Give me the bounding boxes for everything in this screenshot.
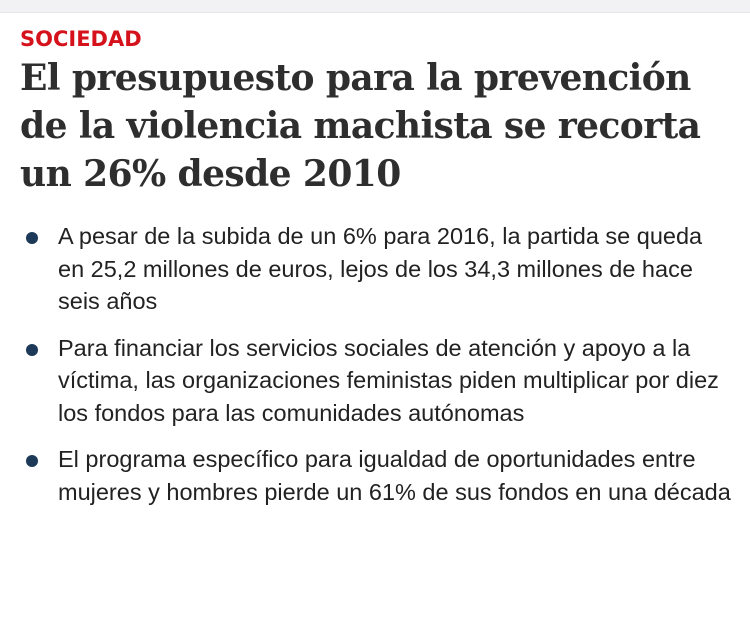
bullet-icon [26, 344, 38, 356]
summary-text: El programa específico para igualdad de oportunidades entre mujeres y hombres pierde un 61% de sus fondos en una década [58, 446, 731, 505]
bullet-icon [26, 455, 38, 467]
summary-text: Para financiar los servicios sociales de atención y apoyo a la víctima, las organizaciones feministas piden multiplicar por diez los fondos para las comunidades autónomas [58, 334, 719, 426]
summary-list [20, 220, 732, 508]
summary-item [20, 332, 732, 430]
section-label[interactable]: SOCIEDAD [20, 27, 142, 51]
bullet-icon [26, 232, 38, 244]
summary-item [20, 443, 732, 508]
headline: El presupuesto para la prevención de la violencia machista se recorta un 26% desde 2010 [20, 57, 701, 195]
top-bar [0, 0, 750, 13]
article [20, 26, 732, 522]
summary-text: A pesar de la subida de un 6% para 2016, la partida se queda en 25,2 millones de euros, lejos de los 34,3 millones de hace seis años [58, 223, 703, 314]
summary-item [20, 220, 732, 318]
